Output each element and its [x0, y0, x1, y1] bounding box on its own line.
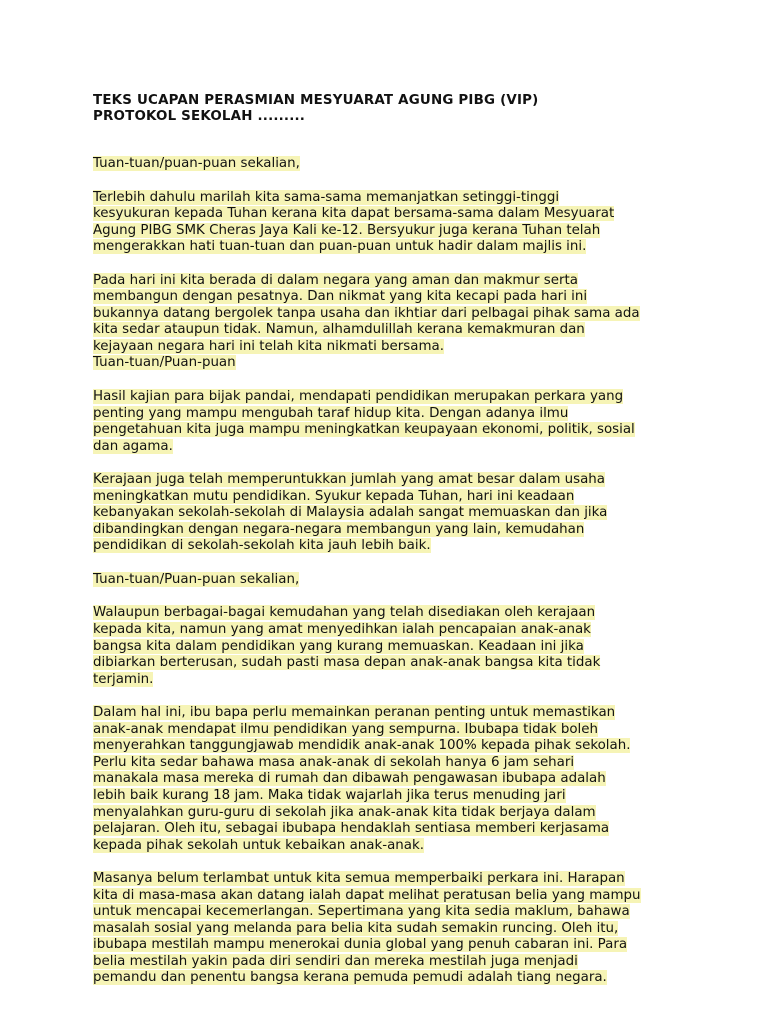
highlighted-text: Tuan-tuan/Puan-puan — [93, 355, 236, 371]
text-line — [93, 738, 693, 755]
highlighted-text: untuk mencapai kecemerlangan. Sepertimana yang kita sedia maklum, bahawa — [93, 904, 630, 920]
document-page — [93, 93, 693, 987]
highlighted-text: Hasil kajian para bijak pandai, mendapati pendidikan merupakan perkara yang — [93, 389, 624, 405]
text-line — [93, 538, 693, 555]
highlighted-text: kepada pihak sekolah untuk kebaikan anak-anak. — [93, 837, 424, 853]
text-line — [93, 970, 693, 987]
highlighted-text: dibiarkan berterusan, sudah pasti masa depan anak-anak bangsa kita tidak — [93, 655, 601, 671]
highlighted-text: penting yang mampu mengubah taraf hidup kita. Dengan adanya ilmu — [93, 405, 569, 421]
text-line — [93, 223, 693, 240]
highlighted-text: Tuan-tuan/puan-puan sekalian, — [93, 156, 300, 171]
text-line — [93, 439, 693, 456]
highlighted-text: Dalam hal ini, ibu bapa perlu memainkan peranan penting untuk memastikan — [93, 705, 616, 721]
highlighted-text: ibubapa mestilah mampu menerokai dunia global yang penuh cabaran ini. Para — [93, 937, 628, 953]
title-line: PROTOKOL SEKOLAH ......... — [93, 109, 306, 124]
highlighted-text: bangsa kita dalam pendidikan yang kurang memuaskan. Keadaan ini jika — [93, 638, 584, 654]
text-line — [93, 655, 693, 672]
highlighted-text: Walaupun berbagai-bagai kemudahan yang telah disediakan oleh kerajaan — [93, 605, 596, 621]
paragraph — [93, 273, 693, 356]
highlighted-text: Terlebih dahulu marilah kita sama-sama memanjatkan setinggi-tinggi — [93, 189, 560, 205]
highlighted-text: lebih baik kurang 18 jam. Maka tidak wajarlah jika terus menuding jari — [93, 787, 566, 803]
highlighted-text: meningkatkan mutu pendidikan. Syukur kepada Tuhan, hari ini keadaan — [93, 488, 575, 504]
text-line — [93, 705, 693, 722]
text-line — [93, 273, 693, 290]
highlighted-text: manakala masa mereka di rumah dan dibawah pengawasan ibubapa adalah — [93, 771, 606, 787]
paragraph — [93, 190, 693, 256]
highlighted-text: pemandu dan penentu bangsa kerana pemuda pemudi adalah tiang negara. — [93, 970, 607, 986]
text-line — [93, 722, 693, 739]
paragraph — [93, 605, 693, 688]
highlighted-text: belia mestilah yakin pada diri sendiri dan mereka mestilah juga menjadi — [93, 953, 578, 969]
text-line — [93, 755, 693, 772]
text-line — [93, 771, 693, 788]
highlighted-text: kesyukuran kepada Tuhan kerana kita dapat bersama-sama dalam Mesyuarat — [93, 206, 615, 222]
title-line: TEKS UCAPAN PERASMIAN MESYUARAT AGUNG PIBG (VIP) — [93, 93, 539, 108]
text-line — [93, 472, 693, 489]
highlighted-text: menyerahkan tanggungjawab mendidik anak-anak 100% kepada pihak sekolah. — [93, 738, 631, 754]
text-line — [93, 505, 693, 522]
highlighted-text: pelajaran. Oleh itu, sebagai ibubapa hendaklah sentiasa memberi kerjasama — [93, 821, 610, 837]
paragraph — [93, 389, 693, 455]
paragraph — [93, 156, 693, 173]
highlighted-text: kebanyakan sekolah-sekolah di Malaysia adalah sangat memuaskan dan jika — [93, 505, 608, 521]
highlighted-text: kita di masa-masa akan datang ialah dapat melihat peratusan belia yang mampu — [93, 887, 641, 903]
highlighted-text: masalah sosial yang melanda para belia kita sudah semakin runcing. Oleh itu, — [93, 920, 619, 936]
highlighted-text: kita sedar ataupun tidak. Namun, alhamdulillah kerana kemakmuran dan — [93, 322, 585, 338]
text-line — [93, 239, 693, 256]
highlighted-text: membangun dengan pesatnya. Dan nikmat yang kita kecapi pada hari ini — [93, 289, 588, 305]
text-line — [93, 838, 693, 855]
highlighted-text: anak-anak mendapat ilmu pendidikan yang sempurna. Ibubapa tidak boleh — [93, 721, 598, 737]
text-line — [93, 406, 693, 423]
highlighted-text: kejayaan negara hari ini telah kita nikmati bersama. — [93, 338, 444, 354]
text-line — [93, 522, 693, 539]
paragraph — [93, 705, 693, 854]
text-line — [93, 489, 693, 506]
text-line — [93, 289, 693, 306]
highlighted-text: Tuan-tuan/Puan-puan sekalian, — [93, 571, 300, 587]
text-line — [93, 422, 693, 439]
text-line — [93, 937, 693, 954]
text-line — [93, 871, 693, 888]
highlighted-text: Perlu kita sedar bahawa masa anak-anak di sekolah hanya 6 jam sehari — [93, 754, 575, 770]
paragraph — [93, 472, 693, 555]
text-line — [93, 605, 693, 622]
highlighted-text: bukannya datang bergolek tanpa usaha dan ikhtiar dari pelbagai pihak sama ada — [93, 305, 640, 321]
text-line — [93, 206, 693, 223]
text-line — [93, 672, 693, 689]
highlighted-text: pendidikan di sekolah-sekolah kita jauh lebih baik. — [93, 538, 431, 554]
highlighted-text: pengetahuan kita juga mampu meningkatkan keupayaan ekonomi, politik, sosial — [93, 422, 635, 438]
highlighted-text: menyalahkan guru-guru di sekolah jika anak-anak kita tidak berjaya dalam — [93, 804, 596, 820]
text-line — [93, 306, 693, 323]
document-title — [93, 93, 693, 125]
highlighted-text: Agung PIBG SMK Cheras Jaya Kali ke-12. Bersyukur juga kerana Tuhan telah — [93, 222, 601, 238]
text-line — [93, 389, 693, 406]
text-line — [93, 156, 693, 173]
text-line — [93, 622, 693, 639]
highlighted-text: Masanya belum terlambat untuk kita semua memperbaiki perkara ini. Harapan — [93, 871, 625, 887]
text-line — [93, 888, 693, 905]
text-line — [93, 639, 693, 656]
text-line — [93, 572, 693, 589]
text-line — [93, 355, 693, 372]
highlighted-text: dan agama. — [93, 438, 173, 454]
highlighted-text: dibandingkan dengan negara-negara membangun yang lain, kemudahan — [93, 521, 585, 537]
text-line — [93, 904, 693, 921]
text-line — [93, 921, 693, 938]
highlighted-text: kepada kita, namun yang amat menyedihkan ialah pencapaian anak-anak — [93, 622, 591, 638]
text-line — [93, 821, 693, 838]
paragraph — [93, 572, 693, 589]
document-body — [93, 156, 693, 987]
paragraph — [93, 355, 693, 372]
highlighted-text: terjamin. — [93, 671, 154, 687]
highlighted-text: Kerajaan juga telah memperuntukkan jumlah yang amat besar dalam usaha — [93, 472, 606, 488]
highlighted-text: mengerakkan hati tuan-tuan dan puan-puan untuk hadir dalam majlis ini. — [93, 239, 587, 255]
text-line — [93, 805, 693, 822]
text-line — [93, 788, 693, 805]
text-line — [93, 190, 693, 207]
paragraph — [93, 871, 693, 987]
text-line — [93, 322, 693, 339]
text-line — [93, 339, 693, 356]
highlighted-text: Pada hari ini kita berada di dalam negara yang aman dan makmur serta — [93, 272, 578, 288]
text-line — [93, 954, 693, 971]
